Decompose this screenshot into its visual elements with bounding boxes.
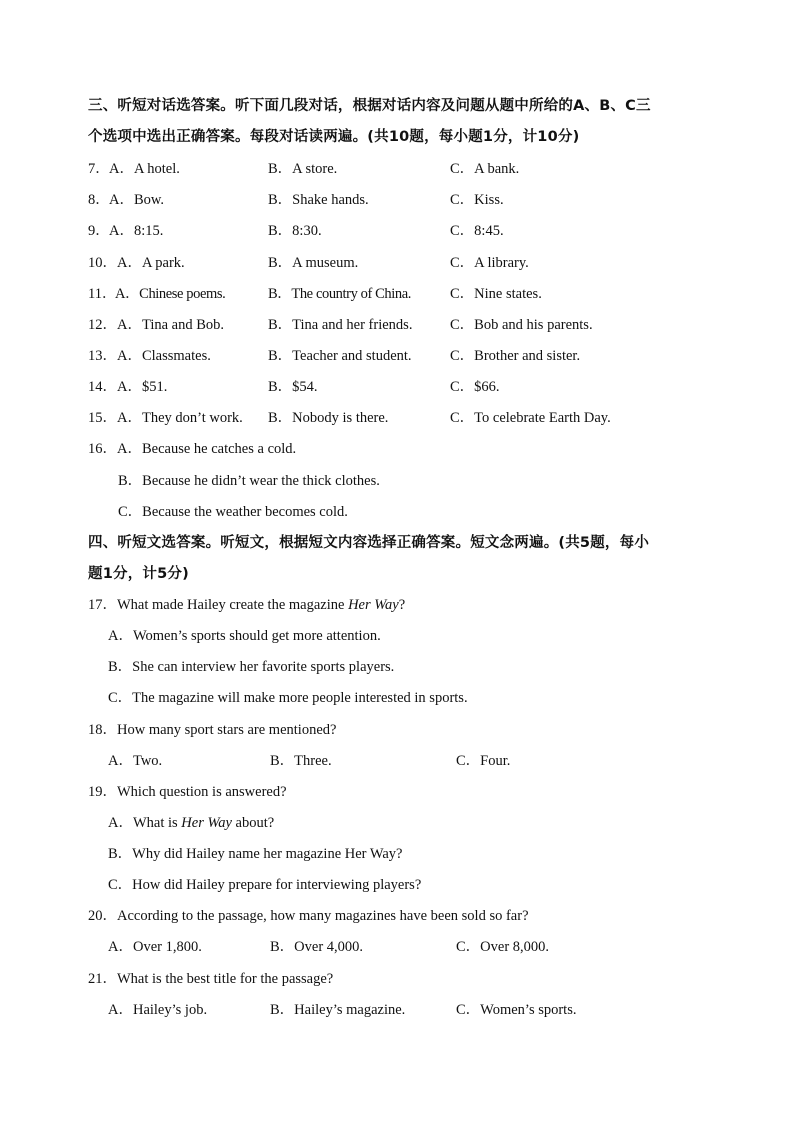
question-18-option-c: C．Four. [456,753,511,769]
question-21-option-a: A．Hailey’s job. [108,1002,208,1018]
question-18-option-a: A．Two. [108,753,163,769]
option-end: about? [231,815,275,831]
stem-end: ? [398,597,406,613]
question-21-option-b: B．Hailey’s magazine. [270,1002,406,1018]
option-b: B．A store. [268,161,338,177]
option-a: A．Chinese poems. [115,286,226,302]
option-a: A．8:15. [109,223,164,239]
question-18-option-b: B．Three. [270,753,332,769]
option-text: A．What is [108,815,182,831]
question-17-option-c: C．The magazine will make more people interested in sports. [108,690,468,706]
option-a: A．A park. [117,255,185,271]
question-number: 12． [88,317,117,333]
option-c: C．A library. [450,255,529,271]
question-19-option-a [108,813,274,833]
option-c: C．To celebrate Earth Day. [450,410,611,426]
question-17-option-a: A．Women’s sports should get more attention. [108,628,381,644]
question-18-stem: 18．How many sport stars are mentioned? [88,722,337,738]
section-4-heading-line-2: 题1分，计5分) [88,566,189,582]
question-number: 11． [88,286,117,302]
section-3-heading-line-2: 个选项中选出正确答案。每段对话读两遍。(共10题，每小题1分，计10分) [88,129,580,145]
question-21-stem: 21．What is the best title for the passage? [88,971,334,987]
option-c: C．Kiss. [450,192,504,208]
option-b: B．A museum. [268,255,359,271]
option-c: C．Nine states. [450,286,542,302]
magazine-title: Her Way [181,815,232,831]
question-number: 15． [88,410,117,426]
option-c: C．A bank. [450,161,520,177]
question-21-option-c: C．Women’s sports. [456,1002,577,1018]
question-number: 13． [88,348,117,364]
option-a: A．Tina and Bob. [117,317,225,333]
question-20-option-a: A．Over 1,800. [108,939,202,955]
question-20-stem: 20．According to the passage, how many magazines have been sold so far? [88,908,529,924]
question-number: 8． [88,192,110,208]
section-4-heading-line-1: 四、听短文选答案。听短文，根据短文内容选择正确答案。短文念两遍。(共5题，每小 [88,535,650,551]
option-b: B．$54. [268,379,318,395]
option-a: A．They don’t work. [117,410,243,426]
question-19-option-c: C．How did Hailey prepare for interviewing players? [108,877,422,893]
option-b: B．The country of China. [268,286,412,302]
question-number: 9． [88,223,110,239]
option-b: B．Tina and her friends. [268,317,413,333]
section-3-heading-line-1: 三、听短对话选答案。听下面几段对话，根据对话内容及问题从题中所给的A、B、C三 [88,98,651,114]
option-b: B．8:30. [268,223,322,239]
question-16-option-c: C．Because the weather becomes cold. [118,504,348,520]
question-number: 10． [88,255,117,271]
option-c: C．Bob and his parents. [450,317,593,333]
question-17-stem [88,595,405,615]
question-20-option-b: B．Over 4,000. [270,939,364,955]
question-19-stem: 19．Which question is answered? [88,784,287,800]
question-number: 14． [88,379,117,395]
question-number: 7． [88,161,110,177]
magazine-title: Her Way [348,597,399,613]
question-17-option-b: B．She can interview her favorite sports players. [108,659,395,675]
option-a: A．Classmates. [117,348,211,364]
option-a: A．$51. [117,379,168,395]
option-c: C．Brother and sister. [450,348,581,364]
option-c: C．$66. [450,379,500,395]
stem-text: 17．What made Hailey create the magazine [88,597,349,613]
option-a: A．A hotel. [109,161,180,177]
option-b: B．Shake hands. [268,192,369,208]
question-16-option-b: B．Because he didn’t wear the thick clothes. [118,473,380,489]
option-c: C．8:45. [450,223,504,239]
question-20-option-c: C．Over 8,000. [456,939,550,955]
option-a: A．Bow. [109,192,165,208]
option-b: B．Teacher and student. [268,348,412,364]
question-16-option-a: 16．A．Because he catches a cold. [88,441,297,457]
option-b: B．Nobody is there. [268,410,389,426]
question-19-option-b: B．Why did Hailey name her magazine Her Way? [108,846,403,862]
